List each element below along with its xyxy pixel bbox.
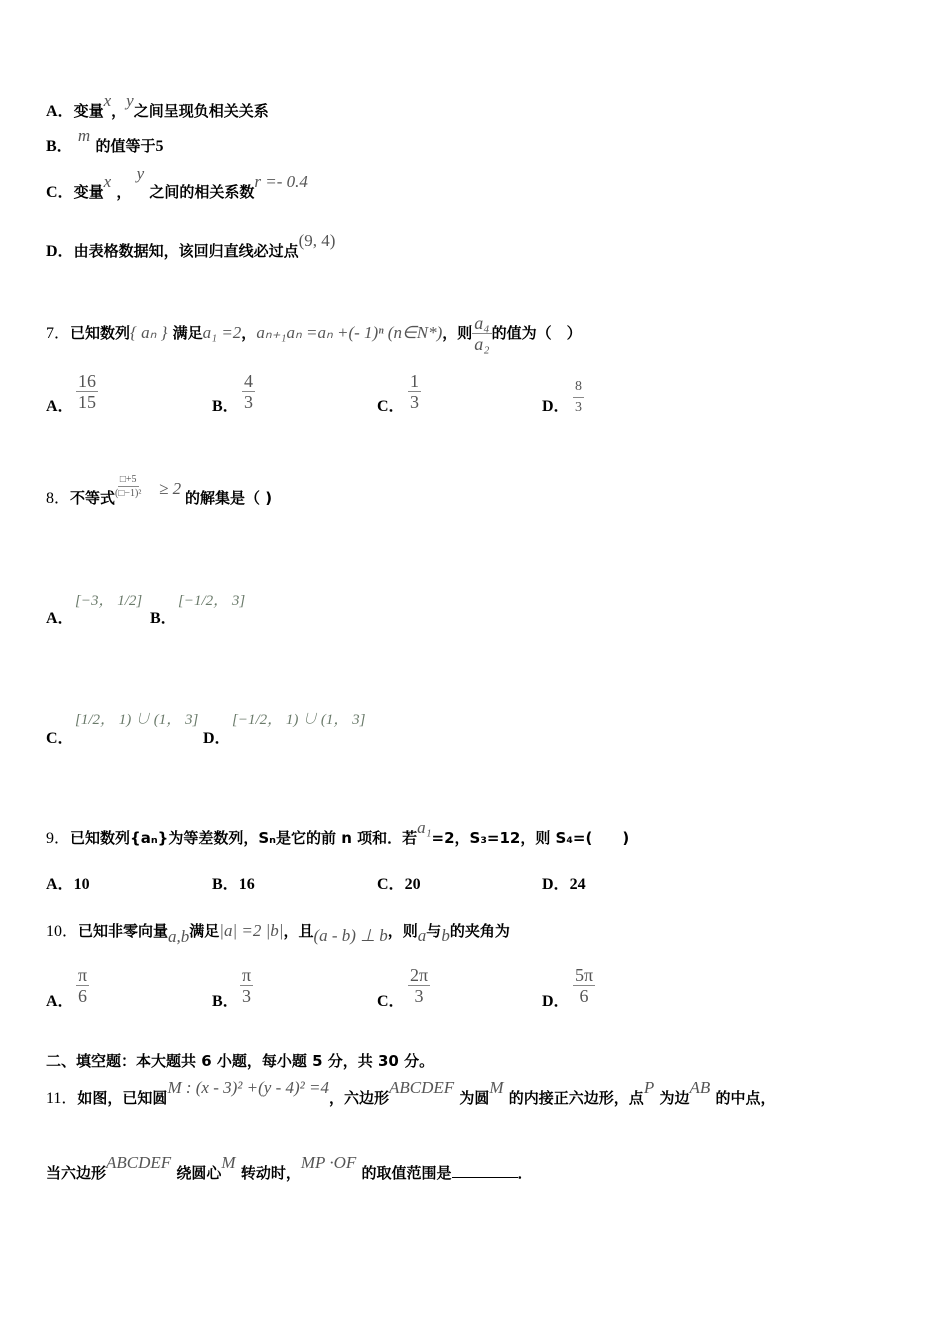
denominator: 3 (414, 986, 424, 1006)
option-a-fraction[interactable] (76, 965, 89, 1006)
math: a₁ =2 (202, 323, 242, 342)
option-value: 10 (73, 876, 90, 893)
option-label: B． (46, 138, 73, 155)
fraction (115, 473, 141, 500)
text: 变量 (73, 183, 104, 201)
option-label: B． (212, 876, 239, 893)
option-label: D． (542, 876, 570, 893)
text: 为边 (659, 1089, 690, 1107)
question-7 (46, 313, 582, 354)
text: 已知数列{aₙ}为等差数列，Sₙ是它的前 n 项和．若 (70, 829, 418, 847)
text: =2，S₃=12，则 S₄=( ) (431, 829, 630, 847)
numerator: a₄ (474, 313, 490, 333)
text: 的解集是（ ) (185, 489, 273, 507)
math: r =- 0.4 (254, 172, 308, 191)
math: |a| =2 |b| (219, 921, 284, 940)
option-label[interactable]: A． (46, 398, 74, 415)
numerator: 1 (410, 371, 419, 391)
math: y (126, 91, 134, 110)
denominator: a₂ (474, 334, 490, 354)
question-10 (46, 921, 510, 946)
q10-options (46, 965, 746, 1015)
option-label[interactable]: B． (212, 993, 239, 1010)
denominator: 3 (244, 392, 253, 412)
numerator: 8 (573, 377, 584, 398)
math: P (643, 1078, 655, 1097)
option-label: C． (46, 184, 74, 201)
text: ． (517, 1164, 533, 1182)
option-d-fraction[interactable] (573, 965, 595, 1006)
q7-options (46, 371, 746, 421)
q6-option-a (46, 91, 269, 122)
question-number: 9． (46, 830, 71, 847)
q9-option-a[interactable] (46, 875, 90, 895)
q6-option-d (46, 231, 336, 262)
math: M (489, 1078, 504, 1097)
math: ABCDEF (388, 1078, 455, 1097)
denominator: 6 (579, 986, 589, 1006)
math: (9, 4) (298, 231, 336, 250)
numerator: 2π (410, 965, 429, 985)
option-label: A． (46, 103, 74, 120)
option-label[interactable]: B． (150, 610, 177, 627)
question-number: 11． (46, 1090, 78, 1107)
denominator: 15 (78, 392, 96, 412)
text: ，六边形 (328, 1089, 389, 1107)
q9-option-b[interactable] (212, 875, 255, 895)
text: 的夹角为 (449, 922, 510, 940)
option-label[interactable]: B． (212, 398, 239, 415)
text: 之间呈现负相关关系 (133, 102, 269, 120)
option-c-fraction[interactable] (408, 371, 421, 412)
value: 5 (155, 138, 164, 155)
option-b-interval[interactable]: [−1/2， 3] (178, 593, 246, 609)
text: 转动时， (240, 1164, 301, 1182)
question-number: 10． (46, 923, 79, 940)
option-label[interactable]: A． (46, 610, 74, 627)
numerator: 16 (78, 371, 96, 391)
option-value: 20 (404, 876, 421, 893)
option-label: D． (46, 243, 74, 260)
numerator: □+5 (119, 474, 137, 485)
text: 的值等于 (95, 137, 156, 155)
math: M : (x - 3)² +(y - 4)² =4 (167, 1078, 329, 1097)
option-label[interactable]: D． (542, 398, 570, 415)
option-label[interactable]: D． (203, 730, 231, 747)
text: 不等式 (70, 489, 116, 507)
text: ，则 (387, 922, 418, 940)
text: 的值为（ ） (491, 324, 582, 342)
math: ABCDEF (106, 1153, 172, 1172)
q9-option-c[interactable] (377, 875, 421, 895)
q6-option-c (46, 164, 308, 203)
math: { aₙ } (130, 323, 168, 342)
option-b-fraction[interactable] (240, 965, 253, 1006)
relation: ≥ 2 (159, 479, 182, 498)
text: ， (241, 324, 257, 342)
text: ，则 (442, 324, 473, 342)
text: 的取值范围是 (361, 1164, 452, 1182)
math: b (441, 926, 450, 945)
math: MP ·OF (300, 1153, 357, 1172)
math: aₙ₊₁aₙ =aₙ +(- 1)ⁿ (n∈N*) (256, 323, 443, 342)
option-label[interactable]: C． (377, 398, 405, 415)
numerator: 5π (575, 965, 594, 985)
text: 的中点， (715, 1089, 776, 1107)
option-label[interactable]: C． (46, 730, 74, 747)
text: 由表格数据知，该回归直线必过点 (73, 242, 299, 260)
section-2-heading: 二、填空题：本大题共 6 小题，每小题 5 分，共 30 分。 (46, 1052, 435, 1070)
math: x (103, 91, 112, 110)
question-9 (46, 818, 630, 849)
text: ， (111, 102, 127, 120)
text: 与 (426, 922, 442, 940)
option-label: C． (377, 876, 405, 893)
text: 绕圆心 (176, 1164, 222, 1182)
math: a,b (168, 927, 190, 946)
q9-option-d[interactable] (542, 875, 586, 895)
option-label[interactable]: A． (46, 993, 74, 1010)
text: 已知数列 (70, 324, 131, 342)
text: 变量 (73, 102, 104, 120)
math: a (417, 926, 427, 945)
option-a-fraction[interactable] (76, 371, 98, 412)
math: m (77, 126, 91, 145)
option-d-interval[interactable]: [−1/2， 1) ∪ (1， 3] (232, 712, 366, 728)
text: 满足 (189, 922, 220, 940)
math: (a - b) ⊥ b (313, 926, 388, 945)
numerator: 4 (244, 371, 253, 391)
numerator: π (78, 965, 88, 985)
option-label: A． (46, 876, 74, 893)
text: 如图，已知圆 (77, 1089, 168, 1107)
text: ， (116, 183, 132, 201)
text: 满足 (172, 324, 203, 342)
denominator: 3 (410, 392, 419, 412)
option-label[interactable]: D． (542, 993, 570, 1010)
math: x (103, 172, 112, 191)
text: 当六边形 (46, 1164, 107, 1182)
question-11-line-2 (46, 1153, 533, 1183)
math: M (221, 1153, 236, 1172)
math: y (136, 164, 145, 183)
text: 之间的相关系数 (149, 183, 255, 201)
option-d-fraction[interactable] (573, 377, 584, 418)
option-value: 24 (569, 876, 586, 893)
denominator: (□−1)² (115, 488, 142, 499)
option-value: 16 (238, 876, 255, 893)
denominator: 3 (242, 986, 252, 1006)
option-label[interactable]: C． (377, 993, 405, 1010)
question-8 (46, 474, 273, 509)
text: 已知非零向量 (78, 922, 169, 940)
question-number: 8． (46, 490, 71, 507)
option-a-interval[interactable]: [−3， 1/2] (75, 593, 143, 609)
math: a₁ (417, 818, 432, 837)
text: 的内接正六边形，点 (508, 1089, 644, 1107)
denominator: 6 (78, 986, 88, 1006)
answer-blank[interactable] (452, 1177, 518, 1178)
question-number: 7． (46, 325, 71, 342)
numerator: π (242, 965, 252, 985)
fraction (472, 313, 491, 354)
math: AB (689, 1078, 711, 1097)
question-11-line-1 (46, 1078, 776, 1109)
option-c-fraction[interactable] (408, 965, 430, 1006)
q6-option-b (46, 126, 164, 157)
text: 为圆 (459, 1089, 490, 1107)
option-c-interval[interactable]: [1/2， 1) ∪ (1， 3] (75, 712, 199, 728)
text: ，且 (283, 922, 314, 940)
denominator: 3 (575, 400, 582, 415)
option-b-fraction[interactable] (242, 371, 255, 412)
